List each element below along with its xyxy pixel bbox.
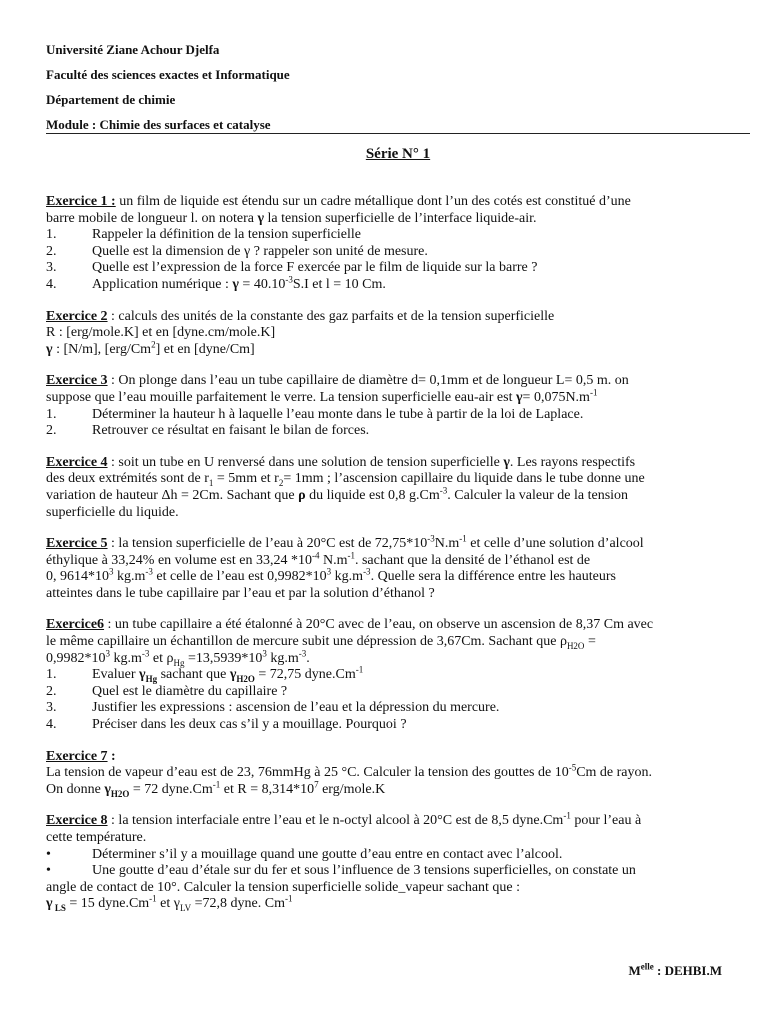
list-item: 1. Déterminer la hauteur h à laquelle l’eau monte dans le tube à partir de la loi de Laplace. [46, 406, 584, 422]
list-item: 4. Application numérique : $\gamma = 40.10^{-3}S.I$ et l = 10 Cm. [46, 274, 386, 292]
exercise-2: Exercice 2 : calculs des unités de la constante des gaz parfaits et de la tension superficielle R : [erg/mole.K] et en [dyne.cm/mole.K] γ : [N/m], [erg/Cm$^2$] et en [dyne/Cm] [46, 308, 555, 357]
exercise-7-label: Exercice 7 [46, 748, 108, 764]
list-item: 1. Evaluer $\gamma_{Hg}$ sachant que $\gamma_{H2O} = 72,75$ $dyne.Cm^{-1}$ [46, 664, 364, 685]
exercise-1: Exercice 1 : un film de liquide est étendu sur un cadre métallique dont l’un des cotés est constitué d’une barre mobile de longueur l. on notera γ la tension superficielle de l’interface liquide-air. 1. Rappeler la définition de la tension superficielle 2. Quelle est la dimension de γ ? rappeler son unité de mesure. 3. Quelle est l’expression de la force F exercée par le film de liquide sur la barre ? 4. Application numérique : $\gamma = 40.10^{-3}S.I$ et l = 10 Cm. [46, 194, 750, 294]
university-name: Université Ziane Achour Djelfa [46, 42, 220, 57]
exercise-3: Exercice 3 : On plonge dans l’eau un tube capillaire de diamètre d= 0,1mm et de longueur L= 0,5 m. on suppose que l’eau mouille parfaitement le verre. La tension superficielle eau-air est $\gamma= 0,075N.m^{-1}$ 1. Déterminer la hauteur h à laquelle l’eau monte dans le tube à partir de la loi de Laplace. 2. Retrouver ce résultat en faisant le bilan de forces. [46, 373, 750, 439]
page-title: Série N° 1 [365, 146, 431, 162]
exercise-1-label: Exercice 1 : [46, 194, 116, 209]
list-item: 4. Préciser dans les deux cas s’il y a mouillage. Pourquoi ? [46, 717, 407, 733]
faculty-name: Faculté des sciences exactes et Informatique [46, 67, 290, 82]
exercise-6-label: Exercice6 [46, 617, 105, 633]
exercise-7: Exercice 7 : La tension de vapeur d’eau est de 23, 76mmHg à 25 °C. Calculer la tension des gouttes de $10^{-5}Cm$ de rayon. On donne $\gamma_{H2O} = 72$ $dyne.Cm^{-1}$ et $R = 8,314*10^7$ erg/mole.K [46, 748, 653, 799]
bullet-icon: • [46, 863, 51, 879]
document-page [46, 42, 750, 928]
list-item: 3. Quelle est l’expression de la force F exercée par le film de liquide sur la barre ? [46, 260, 538, 276]
list-item: • Déterminer s’il y a mouillage quand une goutte d’eau entre en contact avec l’alcool. [46, 846, 563, 862]
author-signature: $M^{elle}$ : DEHBI.M [628, 961, 722, 978]
exercise-6: Exercice6 : un tube capillaire a été étalonné à 20°C avec de l’eau, on observe un ascension de 8,37 Cm avec le même capillaire un échantillon de mercure subit une dépression de 3,67Cm. Sachant que $\rho_{H2O}$ = $0,9982*10^3$ $kg.m^{-3}$ et $\rho_{Hg} =13,5939*10^3$ $kg.m^{-3}$. 1. Evaluer $\gamma_{Hg}$ sachant que $\gamma_{H2O} = 72,75$ $dyne.Cm^{-1}$ 2. Quel est le diamètre du capillaire ? 3. Justifier les expressions : ascension de l’eau et la dépression du mercure. 4. Préciser dans les deux cas s’il y a mouillage. Pourquoi ? [46, 617, 750, 733]
exercise-2-label: Exercice 2 [46, 308, 108, 324]
list-item: 2. Quel est le diamètre du capillaire ? [46, 683, 288, 699]
header-rule [46, 133, 750, 134]
exercise-list [46, 194, 750, 913]
exercise-8: Exercice 8 : la tension interfaciale entre l’eau et le n-octyl alcool à 20°C est de 8,5 $dyne.Cm^{-1}$ pour l’eau à cette température. • Déterminer s’il y a mouillage quand une goutte d’eau entre en contact avec l’alcool. • Une goutte d’eau d’étale sur du fer et sous l’influence de 3 tensions superficielles, on constate un angle de contact de 10°. Calculer la tension superficielle solide_vapeur sachant que : γ $_{LS}$ = 15 $dyne.Cm^{-1}$ et $\gamma_{LV} =72,8$ dyne. $Cm^{-1}$ [46, 813, 750, 913]
module-name: Module : Chimie des surfaces et catalyse [46, 117, 271, 132]
list-item: • Une goutte d’eau d’étale sur du fer et sous l’influence de 3 tensions superficielles, on constate un [46, 863, 636, 879]
list-item: 3. Justifier les expressions : ascension de l’eau et la dépression du mercure. [46, 700, 500, 716]
list-item: 2. Retrouver ce résultat en faisant le bilan de forces. [46, 423, 370, 439]
exercise-5: Exercice 5 : la tension superficielle de l’eau à 20°C est de $72,75*10^{-3}N.m^{-1}$ et celle d’une solution d’alcool éthylique à 33,24% en volume est en 33,24 $*10^{-4}$ $N.m^{-1}$. sachant que la densité de l’éthanol est de 0, $9614*10^3$ $kg.m^{-3}$ et celle de l’eau est $0,9982*10^3$ $kg.m^{-3}$. Quelle sera la différence entre les hauteurs atteintes dans le tube capillaire par l’eau et par la solution d’éthanol ? [46, 533, 644, 601]
exercise-3-label: Exercice 3 [46, 373, 108, 389]
exercise-4: Exercice 4 : soit un tube en U renversé dans une solution de tension superficielle γ. Les rayons respectifs des deux extrémités sont de $r_1 = 5mm$ et $r_2= 1mm$ ; l’ascension capillaire du liquide dans le tube donne une variation de hauteur Δh = 2Cm. Sachant que ρ du liquide est 0,8 $g.Cm^{-3}$. Calculer la valeur de la tension superficielle du liquide. [46, 454, 645, 520]
list-item: 1. Rappeler la définition de la tension superficielle [46, 227, 362, 243]
exercise-8-label: Exercice 8 [46, 813, 108, 829]
exercise-4-label: Exercice 4 [46, 454, 108, 470]
bullet-icon: • [46, 846, 51, 862]
department-name: Département de chimie [46, 92, 176, 107]
list-item: 2. Quelle est la dimension de γ ? rappeler son unité de mesure. [46, 243, 428, 259]
exercise-5-label: Exercice 5 [46, 536, 108, 552]
